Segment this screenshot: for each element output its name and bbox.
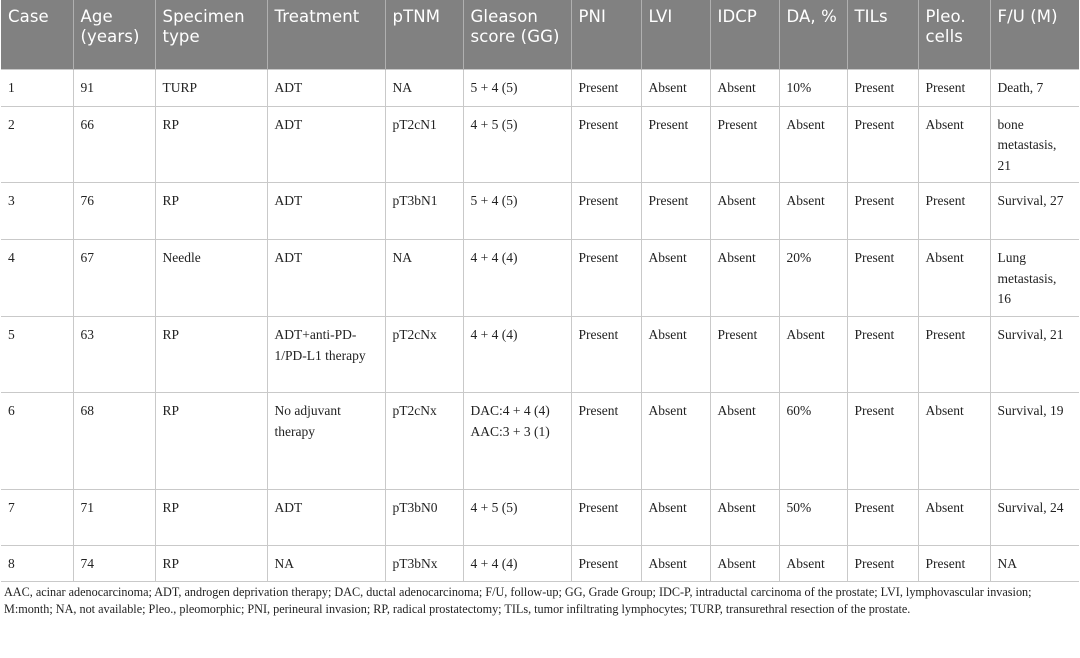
table-cell: Present — [641, 183, 710, 240]
table-cell: pT2cN1 — [385, 106, 463, 183]
table-cell: Present — [918, 183, 990, 240]
table-cell: Death, 7 — [990, 69, 1079, 106]
table-row — [1, 317, 1079, 393]
table-cell: TURP — [155, 69, 267, 106]
table-cell: RP — [155, 183, 267, 240]
table-cell: Absent — [641, 69, 710, 106]
table-cell: ADT — [267, 240, 385, 317]
table-cell: 4 + 5 (5) — [463, 490, 571, 546]
table-footnote: AAC, acinar adenocarcinoma; ADT, androgen deprivation therapy; DAC, ductal adenocarcinoma; F/U, follow-up; GG, Grade Group; IDC-P, intraductal carcinoma of the prostate; LVI, lymphovascular invasion; M:month; NA, not available; Pleo., pleomorphic; PNI, perineural invasion; RP, radical prostatectomy; TILs, tumor infiltrating lymphocytes; TURP, transurethral resection of the prostate. — [4, 585, 1032, 616]
table-cell: RP — [155, 106, 267, 183]
table-cell: 3 — [1, 183, 73, 240]
table-cell: ADT — [267, 490, 385, 546]
table-cell: NA — [385, 69, 463, 106]
table-cell: pT3bNx — [385, 546, 463, 582]
table-cell: 4 + 4 (4) — [463, 240, 571, 317]
table-cell: Survival, 19 — [990, 393, 1079, 490]
table-cell: Present — [918, 69, 990, 106]
table-cell: Present — [710, 106, 779, 183]
table-cell: Present — [571, 317, 641, 393]
table-cell: bone metastasis, 21 — [990, 106, 1079, 183]
header-cell: DA, % — [779, 0, 847, 69]
table-row — [1, 490, 1079, 546]
table-cell: Present — [571, 106, 641, 183]
table-cell: ADT — [267, 106, 385, 183]
table-cell: Present — [847, 317, 918, 393]
header-cell: F/U (M) — [990, 0, 1079, 69]
table-cell: Present — [847, 183, 918, 240]
table-cell: pT3bN1 — [385, 183, 463, 240]
table-cell: RP — [155, 393, 267, 490]
table-cell: 1 — [1, 69, 73, 106]
table-cell: Present — [847, 490, 918, 546]
table-cell: 6 — [1, 393, 73, 490]
header-cell: pTNM — [385, 0, 463, 69]
table-cell: Survival, 27 — [990, 183, 1079, 240]
table-cell: Present — [571, 183, 641, 240]
table-cell: Survival, 21 — [990, 317, 1079, 393]
table-row — [1, 240, 1079, 317]
table-cell: ADT+anti-PD-1/PD-L1 therapy — [267, 317, 385, 393]
table-cell: 60% — [779, 393, 847, 490]
header-row — [1, 0, 1079, 69]
table-cell: 5 + 4 (5) — [463, 69, 571, 106]
table-cell: 10% — [779, 69, 847, 106]
table-cell: No adjuvant therapy — [267, 393, 385, 490]
table-cell: Absent — [710, 546, 779, 582]
table-cell: Absent — [641, 490, 710, 546]
table-cell: RP — [155, 546, 267, 582]
table-cell: ADT — [267, 183, 385, 240]
table-cell: Absent — [641, 393, 710, 490]
table-cell: Present — [571, 240, 641, 317]
table-row — [1, 546, 1079, 582]
table-cell: Absent — [710, 69, 779, 106]
table-cell: pT2cNx — [385, 393, 463, 490]
table-cell: Present — [710, 317, 779, 393]
table-row — [1, 69, 1079, 106]
table-cell: Needle — [155, 240, 267, 317]
header-cell: IDCP — [710, 0, 779, 69]
table-cell: Absent — [918, 393, 990, 490]
table-cell: 4 + 5 (5) — [463, 106, 571, 183]
table-cell: Absent — [779, 183, 847, 240]
table-cell: 68 — [73, 393, 155, 490]
table-cell: Present — [571, 69, 641, 106]
table-cell: RP — [155, 317, 267, 393]
table-cell: 2 — [1, 106, 73, 183]
table-row — [1, 106, 1079, 183]
table-cell: NA — [990, 546, 1079, 582]
header-cell: Pleo. cells — [918, 0, 990, 69]
table-cell: Absent — [641, 546, 710, 582]
table-cell: Present — [918, 317, 990, 393]
header-cell: Specimen type — [155, 0, 267, 69]
table-cell: Absent — [918, 106, 990, 183]
table-cell: Present — [571, 490, 641, 546]
table-cell: Absent — [710, 183, 779, 240]
table-cell: 5 — [1, 317, 73, 393]
table-cell: 76 — [73, 183, 155, 240]
table-cell: 4 + 4 (4) — [463, 546, 571, 582]
table-cell: Absent — [641, 317, 710, 393]
table-cell: 50% — [779, 490, 847, 546]
table-cell: 4 — [1, 240, 73, 317]
table-cell: Absent — [779, 106, 847, 183]
table-cell: 4 + 4 (4) — [463, 317, 571, 393]
table-cell: Absent — [918, 490, 990, 546]
header-cell: LVI — [641, 0, 710, 69]
table-cell: Absent — [710, 240, 779, 317]
header-cell: Case — [1, 0, 73, 69]
table-cell: 8 — [1, 546, 73, 582]
table-cell: Present — [918, 546, 990, 582]
table-cell: Present — [847, 106, 918, 183]
table-cell: Absent — [710, 490, 779, 546]
table-cell: Present — [571, 546, 641, 582]
table-cell: Present — [571, 393, 641, 490]
table-cell: Present — [847, 393, 918, 490]
table-cell: 74 — [73, 546, 155, 582]
table-cell: Present — [847, 69, 918, 106]
table-cell: 66 — [73, 106, 155, 183]
table-row — [1, 393, 1079, 490]
table-cell: NA — [385, 240, 463, 317]
header-cell: PNI — [571, 0, 641, 69]
table-cell: Survival, 24 — [990, 490, 1079, 546]
table-cell: 63 — [73, 317, 155, 393]
header-cell: Gleason score (GG) — [463, 0, 571, 69]
table-cell: 91 — [73, 69, 155, 106]
table-cell: Absent — [779, 546, 847, 582]
header-cell: Treatment — [267, 0, 385, 69]
table-cell: DAC:4 + 4 (4) AAC:3 + 3 (1) — [463, 393, 571, 490]
clinicopathologic-table — [1, 0, 1079, 582]
table-cell: Absent — [918, 240, 990, 317]
header-cell: Age (years) — [73, 0, 155, 69]
table-cell: 71 — [73, 490, 155, 546]
table-cell: Present — [847, 240, 918, 317]
table-cell: 5 + 4 (5) — [463, 183, 571, 240]
table-cell: 20% — [779, 240, 847, 317]
table-cell: Present — [847, 546, 918, 582]
table-cell: RP — [155, 490, 267, 546]
table-cell: pT3bN0 — [385, 490, 463, 546]
table-cell: Present — [641, 106, 710, 183]
table-cell: Lung metastasis, 16 — [990, 240, 1079, 317]
table-cell: Absent — [641, 240, 710, 317]
table-cell: Absent — [779, 317, 847, 393]
table-cell: ADT — [267, 69, 385, 106]
header-cell: TILs — [847, 0, 918, 69]
table-cell: pT2cNx — [385, 317, 463, 393]
table-cell: NA — [267, 546, 385, 582]
table-cell: Absent — [710, 393, 779, 490]
table-cell: 67 — [73, 240, 155, 317]
table-body — [1, 69, 1079, 582]
table-cell: 7 — [1, 490, 73, 546]
table-row — [1, 183, 1079, 240]
